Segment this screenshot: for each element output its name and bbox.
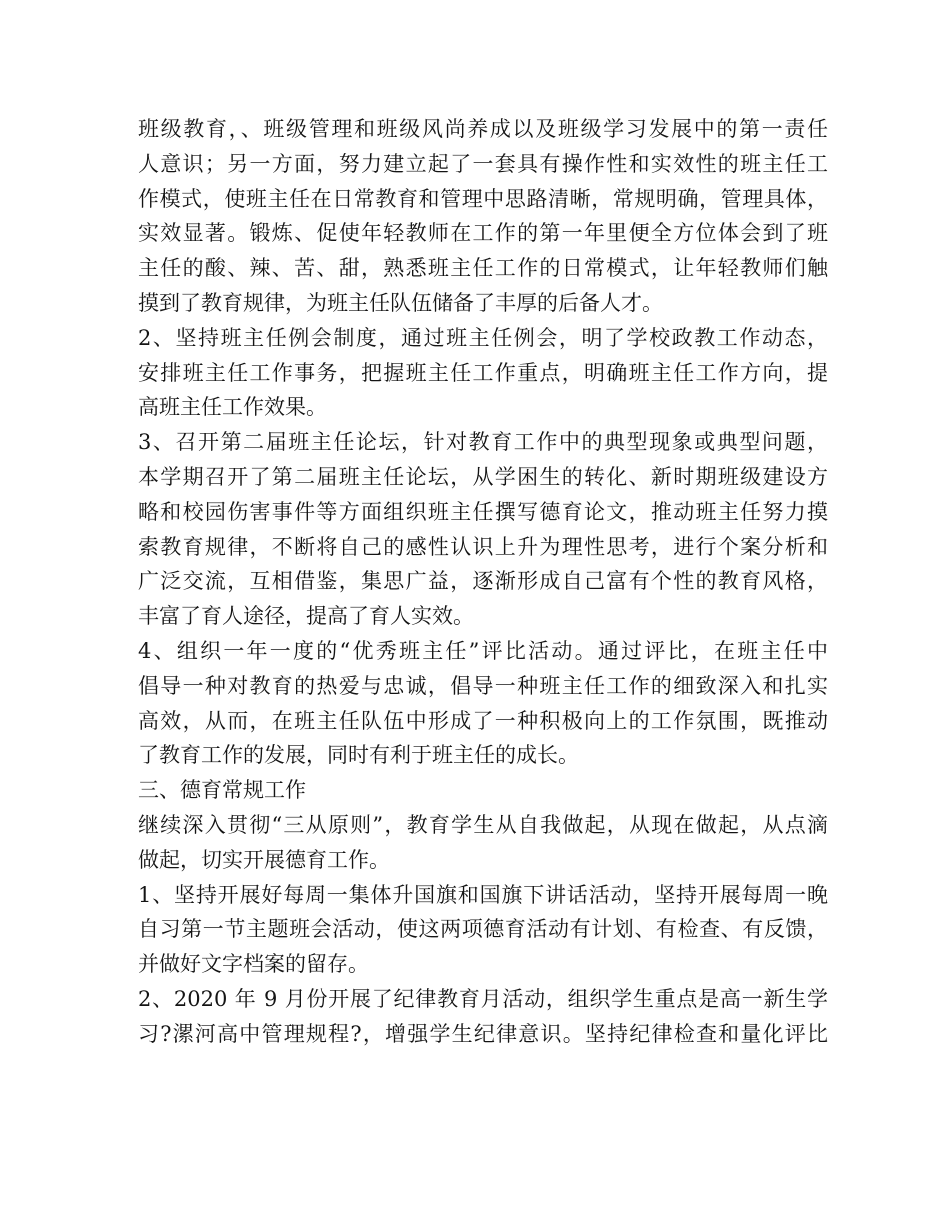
text-line: 作模式，使班主任在日常教育和管理中思路清晰，常规明确，管理具体， bbox=[138, 186, 828, 211]
text-line: 人意识；另一方面，努力建立起了一套具有操作性和实效性的班主任工 bbox=[138, 151, 828, 176]
text-line: 丰富了育人途径，提高了育人实效。 bbox=[138, 604, 474, 629]
text-line: 主任的酸、辣、苦、甜，熟悉班主任工作的日常模式，让年轻教师们触 bbox=[138, 256, 828, 281]
text-line: 习?漯河高中管理规程?，增强学生纪律意识。坚持纪律检查和量化评比 bbox=[138, 1021, 828, 1046]
text-line: 1、坚持开展好每周一集体升国旗和国旗下讲话活动，坚持开展每周一晚 bbox=[138, 882, 828, 907]
text-line: 高班主任工作效果。 bbox=[138, 395, 327, 420]
text-line: 略和校园伤害事件等方面组织班主任撰写德育论文，推动班主任努力摸 bbox=[138, 499, 828, 524]
text-line: 自习第一节主题班会活动，使这两项德育活动有计划、有检查、有反馈， bbox=[138, 917, 828, 942]
section-heading: 三、德育常规工作 bbox=[138, 778, 306, 803]
text-line: 2、坚持班主任例会制度，通过班主任例会，明了学校政教工作动态， bbox=[138, 325, 828, 350]
text-line: 倡导一种对教育的热爱与忠诚，倡导一种班主任工作的细致深入和扎实 bbox=[138, 673, 828, 698]
text-line: 摸到了教育规律，为班主任队伍储备了丰厚的后备人才。 bbox=[138, 290, 663, 315]
text-line: 继续深入贯彻“三从原则”，教育学生从自我做起，从现在做起，从点滴 bbox=[138, 812, 828, 837]
text-line: 班级教育，、班级管理和班级风尚养成以及班级学习发展中的第一责任 bbox=[138, 117, 828, 141]
text-line: 实效显著。锻炼、促使年轻教师在工作的第一年里便全方位体会到了班 bbox=[138, 221, 828, 246]
text-line: 做起，切实开展德育工作。 bbox=[138, 847, 390, 872]
text-line: 2、2020 年 9 月份开展了纪律教育月活动，组织学生重点是高一新生学 bbox=[138, 986, 828, 1011]
text-line: 3、召开第二届班主任论坛，针对教育工作中的典型现象或典型问题， bbox=[138, 430, 828, 455]
text-line: 本学期召开了第二届班主任论坛，从学困生的转化、新时期班级建设方 bbox=[138, 464, 828, 489]
text-line: 索教育规律，不断将自己的感性认识上升为理性思考，进行个案分析和 bbox=[138, 534, 828, 559]
document-body bbox=[138, 112, 828, 1052]
text-line: 高效，从而，在班主任队伍中形成了一种积极向上的工作氛围，既推动 bbox=[138, 708, 828, 733]
text-line: 了教育工作的发展，同时有利于班主任的成长。 bbox=[138, 743, 579, 768]
text-line: 广泛交流，互相借鉴，集思广益，逐渐形成自己富有个性的教育风格， bbox=[138, 569, 828, 594]
text-line: 安排班主任工作事务，把握班主任工作重点，明确班主任工作方向，提 bbox=[138, 360, 828, 385]
text-line: 4、组织一年一度的“优秀班主任”评比活动。通过评比，在班主任中 bbox=[138, 638, 828, 663]
text-line: 并做好文字档案的留存。 bbox=[138, 952, 369, 977]
